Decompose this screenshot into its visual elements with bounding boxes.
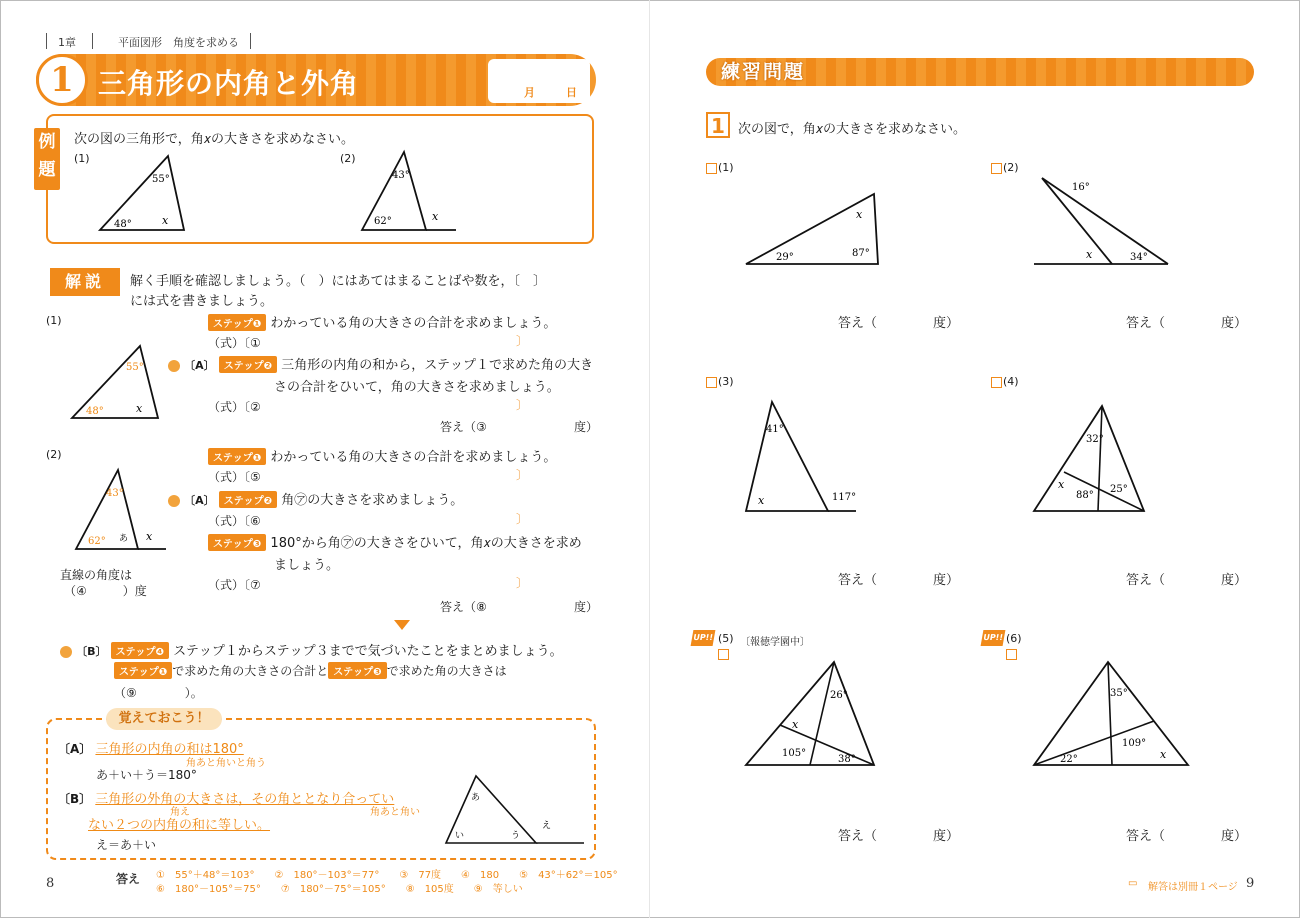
explain-intro-1: 解く手順を確認しましょう。（ ）にはあてはまることばや数を，〔 〕 xyxy=(130,274,547,289)
page-title: 三角形の内角と外角 xyxy=(98,67,360,100)
answer-deg: 度） xyxy=(933,573,960,588)
angle-label: 55° xyxy=(126,362,144,373)
b-line xyxy=(60,640,563,659)
p1-answer-deg: 度） xyxy=(574,420,599,434)
b-mark: 〔B〕 xyxy=(76,645,107,658)
p2-step3-text-a: 180°から角㋐の大きさをひいて，角𝑥の大きさを求め xyxy=(270,536,582,551)
b-mark: 〔B〕 xyxy=(58,792,92,806)
p2-answer-deg: 度） xyxy=(574,600,599,614)
angle-x: x xyxy=(136,402,143,415)
step-badge: ステップ❷ xyxy=(219,491,277,508)
answers-row2: ⑥ 180°－105°＝75° ⑦ 180°－75°＝105° ⑧ 105度 ⑨ 等しい xyxy=(156,884,523,895)
item-label: (2) xyxy=(1003,161,1019,174)
explain-intro-2: には式を書きましょう。 xyxy=(130,294,274,309)
angle-label: 117° xyxy=(832,492,857,503)
answer-ref: 解答は別冊１ページ xyxy=(1148,882,1238,893)
checkbox[interactable] xyxy=(991,163,1002,174)
step-badge: ステップ❶ xyxy=(208,448,266,465)
memo-a-text: 三角形の内角の和は180° xyxy=(95,742,244,757)
answers-label: 答え xyxy=(116,872,141,886)
up-badge-icon: UP!! xyxy=(981,630,1006,646)
step-badge: ステップ❶ xyxy=(208,314,266,331)
p2-step2 xyxy=(168,489,463,508)
angle-label: 32° xyxy=(1086,434,1104,445)
answer-field-4 xyxy=(1126,569,1247,588)
p2-step1-text: わかっている角の大きさの合計を求めましょう。 xyxy=(270,450,557,465)
practice-tag: 練習問題 xyxy=(720,61,805,83)
angle-label: 43° xyxy=(392,170,410,181)
angle-x: x xyxy=(146,530,153,543)
p1-formula2[interactable]: （式）〔② xyxy=(208,400,261,414)
question-number: 1 xyxy=(706,112,730,138)
p2-formula3[interactable]: （式）〔⑦ xyxy=(208,578,261,592)
angle-label: 55° xyxy=(152,174,170,185)
answer-ref-icon: ▭ xyxy=(1128,878,1138,889)
day-label: 日 xyxy=(566,86,577,99)
b-line-text: ステップ１からステップ３までで気づいたことをまとめましょう。 xyxy=(173,644,563,659)
b-line-answer[interactable]: （⑨ ）。 xyxy=(114,686,203,700)
p1-step1-text: わかっている角の大きさの合計を求めましょう。 xyxy=(270,316,557,331)
bracket-close: 〕 xyxy=(516,334,529,348)
step-badge: ステップ❸ xyxy=(208,534,266,551)
section-label: 平面図形 角度を求める xyxy=(118,36,239,49)
answer-label[interactable]: 答え（ xyxy=(1126,829,1166,844)
answer-deg: 度） xyxy=(1221,316,1248,331)
angle-label: 87° xyxy=(852,248,870,259)
example-fig2-label: (2) xyxy=(340,152,356,165)
p2-step3-text-b: ましょう。 xyxy=(274,558,340,573)
item-label: (3) xyxy=(718,375,734,388)
memo-tag: 覚えておこう！ xyxy=(106,708,222,730)
checkbox[interactable] xyxy=(991,377,1002,388)
answer-field-1 xyxy=(838,312,959,331)
memo-b-text1: 三角形の外角の大きさは，その角ととなり合ってい xyxy=(95,792,395,807)
answer-deg: 度） xyxy=(1221,573,1248,588)
angle-label: 26° xyxy=(830,690,848,701)
angle-x: x xyxy=(792,718,799,731)
answer-field-5 xyxy=(838,825,959,844)
bulb-icon xyxy=(60,646,72,658)
up-badge-icon: UP!! xyxy=(691,630,716,646)
angle-label: 34° xyxy=(1130,252,1148,263)
b-line-2b: で求めた角の大きさは xyxy=(386,664,507,678)
checkbox[interactable] xyxy=(1006,649,1017,660)
bulb-icon xyxy=(168,360,180,372)
bulb-icon xyxy=(168,495,180,507)
answer-deg: 度） xyxy=(1221,829,1248,844)
step-badge: ステップ❸ xyxy=(328,662,386,679)
p2-step1 xyxy=(208,446,556,465)
angle-x: x xyxy=(1058,478,1065,491)
angle-label: 35° xyxy=(1110,688,1128,699)
page-number-left: 8 xyxy=(46,876,55,891)
p1-label: (1) xyxy=(46,314,62,327)
angle-label: 88° xyxy=(1076,490,1094,501)
bracket-close: 〕 xyxy=(516,576,529,590)
angle-u: う xyxy=(511,831,521,841)
p1-step2-text-a: 三角形の内角の和から，ステップ１で求めた角の大き xyxy=(281,358,593,373)
memo-b-formula: え＝あ＋い xyxy=(96,838,157,852)
page-number-right: 9 xyxy=(1246,876,1255,891)
angle-x: x xyxy=(856,208,863,221)
b-line-2a: で求めた角の大きさの合計と xyxy=(172,664,329,678)
example-question: 次の図の三角形で，角𝑥の大きさを求めなさい。 xyxy=(74,132,354,147)
angle-a: あ xyxy=(471,793,481,803)
answer-deg: 度） xyxy=(933,316,960,331)
p2-formula1[interactable]: （式）〔⑤ xyxy=(208,470,261,484)
a-mark: 〔A〕 xyxy=(184,359,215,372)
bracket-close: 〕 xyxy=(516,512,529,526)
angle-label: 38° xyxy=(838,754,856,765)
lesson-number: 1 xyxy=(36,54,88,106)
angle-i: い xyxy=(455,831,465,841)
checkbox[interactable] xyxy=(706,163,717,174)
a-mark: 〔A〕 xyxy=(58,742,92,756)
answers-row1: ① 55°＋48°＝103° ② 180°－103°＝77° ③ 77度 ④ 180 ⑤ 43°＋62°＝105° xyxy=(156,870,618,881)
p1-step2-text-b: さの合計をひいて，角の大きさを求めましょう。 xyxy=(274,380,560,395)
answer-field-3 xyxy=(838,569,959,588)
answer-label[interactable]: 答え（ xyxy=(838,316,878,331)
angle-label: 48° xyxy=(114,219,132,230)
example-fig1-label: (1) xyxy=(74,152,90,165)
item-label: (6) xyxy=(1006,632,1022,645)
chapter-label: 1章 xyxy=(58,36,76,49)
angle-label: 109° xyxy=(1122,738,1147,749)
explain-tag: 解説 xyxy=(50,268,120,296)
angle-label: 29° xyxy=(776,252,794,263)
step-badge: ステップ❹ xyxy=(111,642,169,659)
answer-deg: 度） xyxy=(933,829,960,844)
angle-label: 25° xyxy=(1110,484,1128,495)
memo-a-formula: あ＋い＋う＝180° xyxy=(96,768,197,782)
memo-b-text2: ない２つの内角の和に等しい。 xyxy=(88,818,271,833)
angle-label: 16° xyxy=(1072,182,1090,193)
angle-label: 48° xyxy=(86,406,104,417)
angle-e: え xyxy=(542,821,552,831)
angle-label: 43° xyxy=(106,488,124,499)
angle-x: x xyxy=(758,494,765,507)
step-badge: ステップ❷ xyxy=(219,356,277,373)
bracket-close: 〕 xyxy=(516,468,529,482)
answer-label[interactable]: 答え（ xyxy=(1126,316,1166,331)
item-label: (4) xyxy=(1003,375,1019,388)
answer-label[interactable]: 答え（ xyxy=(838,573,878,588)
straight-label: 直線の角度は xyxy=(60,568,133,582)
p1-answer[interactable]: 答え（③ xyxy=(440,420,487,434)
checkbox[interactable] xyxy=(718,649,729,660)
memo-b-note1: 角え xyxy=(170,807,190,818)
item-source: 〔報徳学園中〕 xyxy=(740,637,810,648)
header-sep xyxy=(250,33,251,49)
angle-label: 41° xyxy=(766,424,784,435)
answer-label[interactable]: 答え（ xyxy=(838,829,878,844)
angle-label: 62° xyxy=(374,216,392,227)
p2-label: (2) xyxy=(46,448,62,461)
p1-step1 xyxy=(208,312,556,331)
step-badge: ステップ❶ xyxy=(114,662,172,679)
a-mark: 〔A〕 xyxy=(184,494,215,507)
p2-step3 xyxy=(208,532,582,551)
header-sep xyxy=(92,33,93,49)
month-label: 月 xyxy=(524,86,535,99)
p2-step2-text: 角㋐の大きさを求めましょう。 xyxy=(281,493,464,508)
angle-x: x xyxy=(432,210,439,223)
straight-answer[interactable]: （④ ）度 xyxy=(64,584,147,598)
b-line-2 xyxy=(114,662,507,679)
answer-label[interactable]: 答え（ xyxy=(1126,573,1166,588)
memo-b xyxy=(58,788,394,807)
p2-answer[interactable]: 答え（⑧ xyxy=(440,600,487,614)
answer-field-6 xyxy=(1126,825,1247,844)
memo-b-note2: 角あと角い xyxy=(370,807,420,818)
answer-field-2 xyxy=(1126,312,1247,331)
p2-formula2[interactable]: （式）〔⑥ xyxy=(208,514,261,528)
angle-x: x xyxy=(1086,248,1093,261)
p1-step2 xyxy=(168,354,593,373)
angle-a: あ xyxy=(119,534,129,544)
example-tag: 例題 xyxy=(34,128,60,190)
down-arrow-icon xyxy=(394,620,410,630)
angle-label: 62° xyxy=(88,536,106,547)
item-label: (1) xyxy=(718,161,734,174)
practice-question: 次の図で，角𝑥の大きさを求めなさい。 xyxy=(738,122,966,137)
header-sep xyxy=(46,33,47,49)
angle-label: 22° xyxy=(1060,754,1078,765)
checkbox[interactable] xyxy=(706,377,717,388)
angle-x: x xyxy=(162,214,169,227)
angle-x: x xyxy=(1160,748,1167,761)
bracket-close: 〕 xyxy=(516,398,529,412)
page-spine xyxy=(649,0,650,918)
p1-formula1[interactable]: （式）〔① xyxy=(208,336,261,350)
angle-label: 105° xyxy=(782,748,807,759)
memo-a-note: 角あと角いと角う xyxy=(186,758,266,769)
item-label: (5) xyxy=(718,632,734,645)
